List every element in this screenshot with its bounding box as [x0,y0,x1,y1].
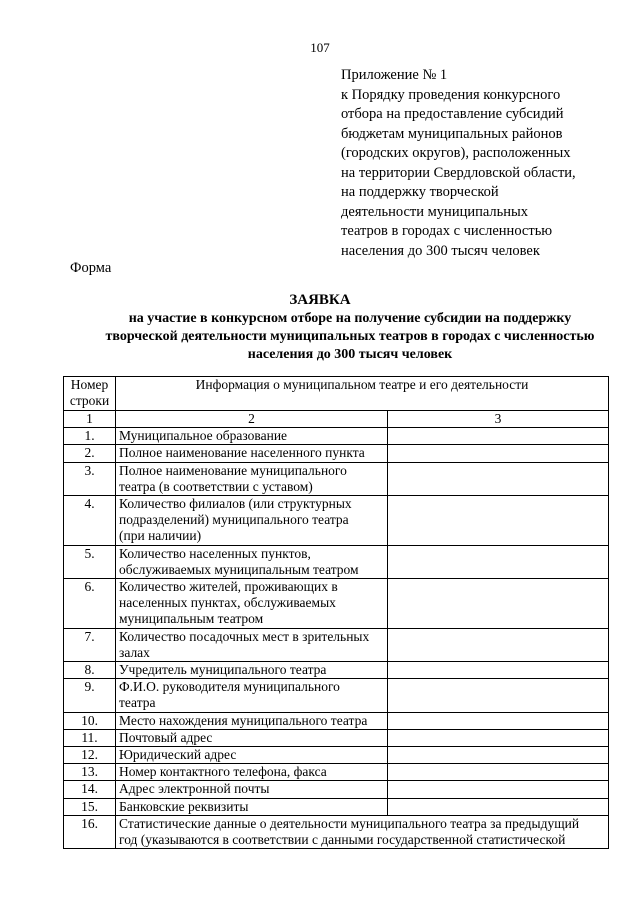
row-item-line: (при наличии) [119,528,202,544]
subtitle-line: населения до 300 тысяч человек [247,347,453,362]
row-item-line: залах [119,644,150,660]
table-row [64,462,609,495]
table-header-row [64,377,609,411]
table-row [64,496,609,546]
row-item-line: Статистические данные о деятельности муниципального театра за предыдущий [119,815,580,831]
table-row [64,729,609,746]
table-row [64,628,609,661]
row-number: 3. [64,462,116,495]
row-value-cell [388,545,609,578]
row-item-line: Адрес электронной почты [119,781,270,797]
row-number: 10. [64,712,116,729]
page-crop-edge [0,860,640,905]
row-value-cell [388,628,609,661]
table-row [64,579,609,629]
row-item [116,579,388,629]
table-row [64,798,609,815]
row-item-line: Количество жителей, проживающих в [119,579,338,595]
table-row [64,747,609,764]
table-row [64,428,609,445]
row-number-header [64,377,116,411]
row-number: 1. [64,428,116,445]
row-number: 2. [64,445,116,462]
row-value-cell [388,747,609,764]
appendix-line: бюджетам муниципальных районов [341,125,563,142]
row-number: 9. [64,679,116,712]
row-value-cell [388,729,609,746]
column-number: 1 [64,411,116,428]
row-number: 7. [64,628,116,661]
application-table [63,376,609,849]
row-item [116,545,388,578]
row-number: 12. [64,747,116,764]
row-number-header-line: строки [69,393,110,409]
page-number: 107 [310,40,330,55]
row-item [116,781,388,798]
appendix-line: на территории Свердловской области, [341,164,576,181]
row-value-cell [388,445,609,462]
row-item [116,798,388,815]
subtitle-line: на участие в конкурсном отборе на получение субсидии на поддержку [128,311,572,326]
table-row [64,712,609,729]
row-item-line: театра (в соответствии с уставом) [119,478,313,494]
row-number: 8. [64,662,116,679]
row-number: 13. [64,764,116,781]
row-number: 14. [64,781,116,798]
row-item-line: Количество филиалов (или структурных [119,496,352,512]
row-item-line: театра [119,695,156,711]
row-value-cell [388,798,609,815]
row-value-cell [388,428,609,445]
table-row [64,679,609,712]
form-label: Форма [70,260,112,276]
table-row [64,662,609,679]
row-item-line: Юридический адрес [119,747,237,763]
row-item [116,628,388,661]
row-number: 5. [64,545,116,578]
table-row [64,764,609,781]
row-item [116,815,609,848]
row-item-line: обслуживаемых муниципальным театром [119,561,359,577]
row-item [116,747,388,764]
row-item [116,445,388,462]
row-item [116,496,388,546]
row-item [116,428,388,445]
appendix-line: театров в городах с численностью [341,223,553,239]
row-item [116,729,388,746]
row-number: 6. [64,579,116,629]
row-value-cell [388,579,609,629]
document-subtitle [60,310,640,364]
appendix-line: населения до 300 тысяч человек [341,242,540,259]
row-item [116,712,388,729]
row-item [116,662,388,679]
row-value-cell [388,496,609,546]
row-number: 16. [64,815,116,848]
row-number: 11. [64,729,116,746]
row-item-line: Почтовый адрес [119,729,213,745]
row-value-cell [388,781,609,798]
row-number-header-line: Номер [70,377,109,392]
row-item-line: Номер контактного телефона, факса [119,764,327,780]
row-value-cell [388,679,609,712]
row-item-line: Место нахождения муниципального театра [119,712,368,728]
column-number: 2 [116,411,388,428]
row-item-line: подразделений) муниципального театра [119,512,349,528]
info-header: Информация о муниципальном театре и его деятельности [116,377,609,411]
table-row [64,445,609,462]
row-item-line: Ф.И.О. руководителя муниципального [119,679,340,695]
row-item-line: Полное наименование муниципального [119,462,347,478]
row-item-line: населенных пунктах, обслуживаемых [119,595,336,611]
row-item-line: Учредитель муниципального театра [119,662,327,678]
column-number-row [64,411,609,428]
appendix-line: деятельности муниципальных [341,203,529,220]
row-number: 4. [64,496,116,546]
row-item [116,764,388,781]
row-item-line: Полное наименование населенного пункта [119,445,365,461]
row-item-line: Количество посадочных мест в зрительных [119,628,370,644]
row-value-cell [388,764,609,781]
document-title: ЗАЯВКА [289,292,351,308]
table-row [64,815,609,848]
appendix-line: к Порядку проведения конкурсного [341,86,561,103]
column-number: 3 [388,411,609,428]
row-item-line: муниципальным театром [119,611,264,627]
table-row [64,781,609,798]
row-number: 15. [64,798,116,815]
row-item [116,679,388,712]
subtitle-line: творческой деятельности муниципальных театров в городах с численностью [105,329,595,344]
appendix-line: Приложение № 1 [341,67,448,83]
row-item-line: Муниципальное образование [119,428,288,444]
row-value-cell [388,662,609,679]
appendix-note [341,66,631,261]
row-item-line: Банковские реквизиты [119,798,249,814]
appendix-line: отбора на предоставление субсидий [341,106,564,122]
row-item-line: год (указываются в соответствии с данными государственной статистической [119,832,566,848]
row-item [116,462,388,495]
table-row [64,545,609,578]
appendix-line: (городских округов), расположенных [341,145,571,161]
row-value-cell [388,712,609,729]
appendix-line: на поддержку творческой [341,184,499,200]
row-item-line: Количество населенных пунктов, [119,545,311,561]
row-value-cell [388,462,609,495]
